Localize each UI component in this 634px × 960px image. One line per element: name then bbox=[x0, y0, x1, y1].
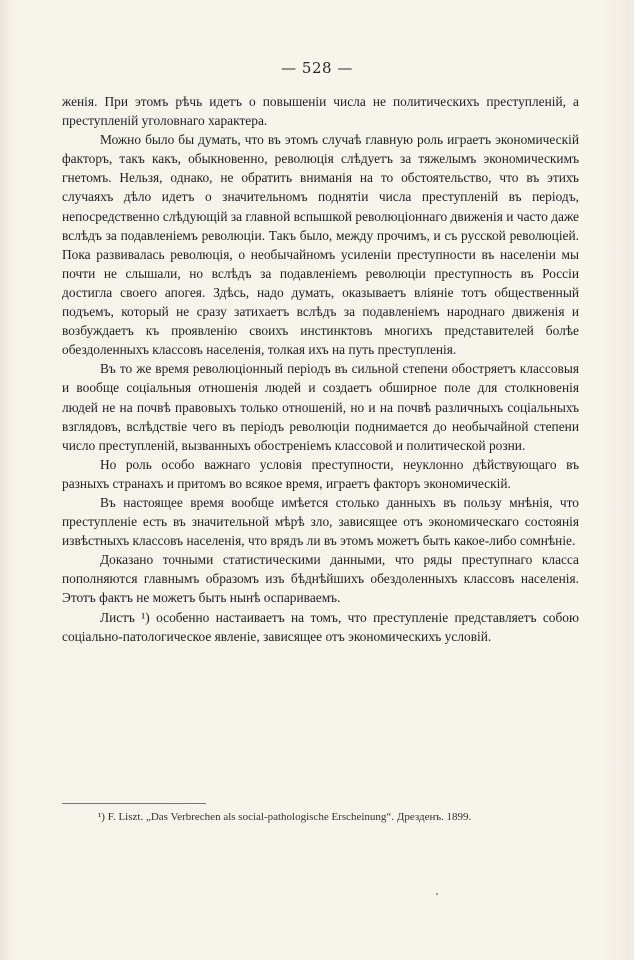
paragraph: женія. При этомъ рѣчь идетъ о повышеніи числа не политическихъ преступленій, а преступленій уголовнаго характера. bbox=[62, 94, 579, 129]
footnote-divider bbox=[62, 803, 206, 804]
paragraph: Доказано точными статистическими данными, что ряды преступнаго класса пополняются главнымъ образомъ изъ бѣднѣйшихъ обездоленныхъ классовъ населенія. Этотъ фактъ не можетъ быть нынѣ оспариваемъ. bbox=[62, 552, 579, 606]
paper-speck bbox=[436, 893, 438, 895]
paragraph: Листъ ¹) особенно настаиваетъ на томъ, что преступленіе представляетъ собою соціально-патологическое явленіе, зависящее отъ экономическихъ условій. bbox=[62, 609, 579, 644]
paragraph: Въ то же время революціонный періодъ въ сильной степени обостряетъ классовыя и вообще соціальныя отношенія людей и создаетъ обширное поле для столкновенія людей не на почвѣ правовыхъ только отношеній, но и на почвѣ различныхъ соціальныхъ взглядовъ, вслѣдствіе чего въ періодъ революціи поднимается до необычайной степени число преступленій, вызванныхъ обостреніемъ классовой и политической розни. bbox=[62, 361, 579, 453]
paragraph: Можно было бы думать, что въ этомъ случаѣ главную роль играетъ экономическій факторъ, такъ какъ, обыкновенно, революція слѣдуетъ за тяжелымъ экономическимъ гнетомъ. Нельзя, однако, не обратить вниманія на то обстоятельство, что въ этихъ случаяхъ дѣло идетъ о значительномъ поднятіи числа преступленій въ періодъ, непосредственно слѣдующій за главной вспышкой революціоннаго движенія и часто даже вслѣдъ за подавленіемъ революціи. Такъ было, между прочимъ, и съ русской революціей. Пока развивалась революція, о необычайномъ усиленіи преступности въ населеніи мы почти не слышали, но вслѣдъ за подавленіемъ революціи преступность въ Россіи достигла своего апогея. Здѣсь, надо думать, оказываетъ вліяніе тотъ общественный подъемъ, который не сразу затихаетъ вслѣдъ за подавленіемъ народнаго движенія и возбуждаетъ къ проявленію своихъ инстинктовъ многихъ представителей болѣе обездоленныхъ классовъ населенія, толкая ихъ на путь преступленія. bbox=[62, 132, 579, 358]
footnote: ¹) F. Liszt. „Das Verbrechen als social-pathologische Erscheinung“. Дрезденъ. 1899. bbox=[98, 811, 472, 823]
page-number: — 528 — bbox=[281, 59, 353, 77]
paragraph: Въ настоящее время вообще имѣется столько данныхъ въ пользу мнѣнія, что преступленіе есть въ значительной мѣрѣ зло, зависящее отъ экономическаго состоянія извѣстныхъ классовъ населенія, что врядъ ли въ этомъ можетъ быть какое-либо сомнѣніе. bbox=[62, 494, 579, 549]
body-text bbox=[62, 92, 579, 646]
paragraph: Но роль особо важнаго условія преступности, неуклонно дѣйствующаго въ разныхъ странахъ и притомъ во всякое время, играетъ факторъ экономическій. bbox=[62, 456, 579, 491]
